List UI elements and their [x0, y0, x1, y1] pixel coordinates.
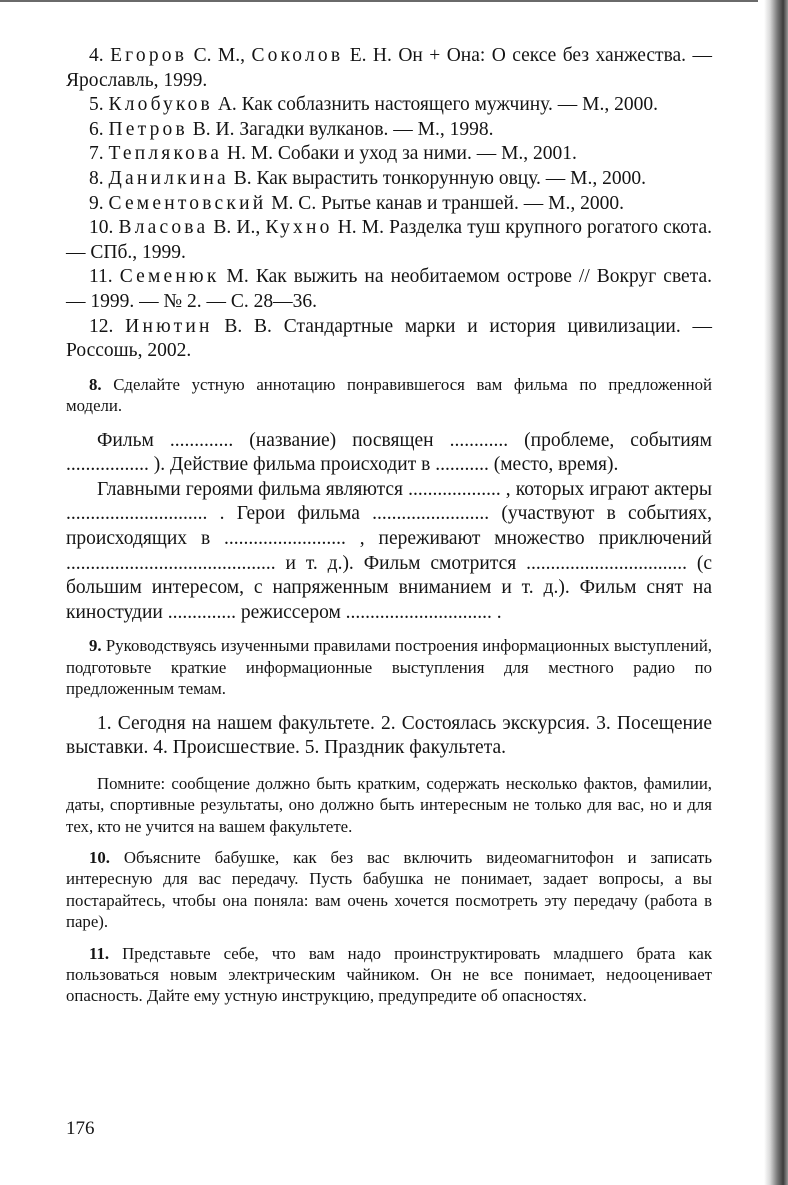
reference-author: Петров — [108, 118, 188, 140]
task-10 — [66, 847, 712, 933]
reference-details: В. И. Загадки вулканов. — М., 1998. — [187, 118, 494, 140]
reference-details: Е. Н. Он + Она: О сексе без ханжества. — Ярославль, 1999. — [66, 45, 712, 91]
reference-details: В. Как вырастить тонкорунную овцу. — М., 2000. — [228, 167, 647, 189]
task-number: 9. — [89, 636, 102, 656]
page-number: 176 — [66, 1118, 95, 1139]
task-11 — [66, 943, 712, 1007]
task-number: 8. — [89, 374, 102, 394]
task-text: Сделайте устную аннотацию понравившегося вам фильма по предложенной модели. — [66, 374, 712, 416]
reference-details: С. М., — [187, 45, 252, 66]
topics-paragraph: 1. Сегодня на нашем факультете. 2. Состоялась экскурсия. 3. Посещение выставки. 4. Происшествие. 5. Праздник факультета. — [66, 712, 712, 759]
reference-author: Сементовский — [108, 192, 267, 214]
task-number: 11. — [89, 943, 110, 963]
reference-number: 12. — [89, 315, 114, 337]
reference-author: Теплякова — [108, 143, 223, 165]
reference-list — [66, 44, 712, 364]
book-spine-shadow — [764, 0, 788, 1185]
reference-author: Егоров — [110, 45, 188, 66]
reference-details: А. Как соблазнить настоящего мужчину. — М., 2000. — [212, 94, 658, 116]
reference-item — [66, 93, 712, 118]
reference-number: 10. — [89, 217, 114, 239]
reference-number: 5. — [89, 94, 104, 116]
reference-item — [66, 142, 712, 167]
reference-author: Власова — [118, 217, 209, 239]
reference-coauthor: Кухно — [265, 217, 333, 239]
reference-details: М. Как выжить на необитаемом острове // Вокруг света. — 1999. — № 2. — С. 28—36. — [66, 266, 713, 312]
reference-item — [66, 315, 712, 364]
reference-number: 4. — [89, 45, 104, 66]
reference-item — [66, 216, 712, 265]
reference-item — [66, 44, 712, 93]
reference-number: 8. — [89, 167, 104, 189]
reference-item — [66, 118, 712, 143]
task-8 — [66, 374, 712, 417]
reference-author: Семенюк — [119, 266, 220, 288]
reference-item — [66, 265, 712, 314]
reference-details: В. В. Стандартные марки и история цивилизации. — Россошь, 2002. — [66, 315, 712, 362]
task-9-note: Помните: сообщение должно быть кратким, содержать несколько фактов, фамилии, даты, спортивные результаты, оно должно быть интересным не только для вас, но и для тех, кто не учится на вашем факультете. — [66, 773, 712, 836]
reference-number: 7. — [89, 143, 104, 165]
reference-author: Данилкина — [108, 167, 229, 189]
reference-item — [66, 192, 712, 217]
reference-number: 6. — [89, 118, 104, 140]
reference-details: Н. М. Разделка туш крупного рогатого скота. — СПб., 1999. — [66, 217, 713, 263]
page-top-edge — [0, 0, 758, 2]
task-text: Руководствуясь изученными правилами построения информационных выступлений, подготовьте краткие информационные выступления для местного радио по предложенным темам. — [66, 636, 712, 699]
model-paragraph: Фильм ............. (название) посвящен ............ (проблеме, событиям ................. ). Действие фильма происходит в ........... (место, время). — [66, 429, 712, 476]
reference-author: Клобуков — [108, 94, 213, 116]
task-text: Объясните бабушке, как без вас включить видеомагнитофон и записать интересную для вас передачу. Пусть бабушка не понимает, задает вопросы, а вы постарайтесь, чтобы она поняла: вам очень хочется посмотреть эту передачу (работа в паре). — [66, 847, 712, 932]
reference-coauthor: Соколов — [251, 45, 344, 66]
reference-number: 9. — [89, 192, 104, 214]
reference-details: В. И., — [208, 217, 266, 239]
reference-details: Н. М. Собаки и уход за ними. — М., 2001. — [222, 143, 577, 165]
reference-author: Инютин — [125, 315, 213, 337]
radio-topics — [66, 712, 712, 761]
task-text: Представьте себе, что вам надо проинструктировать младшего брата как пользоваться новым электрическим чайником. Он не все понимает, недооценивает опасность. Дайте ему устную инструкцию, предупредите об опасностях. — [66, 943, 712, 1006]
reference-item — [66, 167, 712, 192]
reference-number: 11. — [89, 266, 113, 288]
task-9 — [66, 635, 712, 699]
task-number: 10. — [89, 847, 110, 867]
page-content — [66, 44, 712, 1007]
model-paragraph: Главными героями фильма являются ................... , которых играют актеры ............................. . Герои фильма ........................ (участвуют в событиях, происходящих в ......................... , переживают множество приключений ........................................... и т. д.). Фильм смотрится ................................. (с большим интересом, с напряженным вниманием и т. д.). Фильм снят на киностудии .............. режиссером .............................. . — [66, 478, 712, 623]
reference-details: М. С. Рытье канав и траншей. — М., 2000. — [266, 192, 624, 214]
film-annotation-model — [66, 429, 712, 626]
